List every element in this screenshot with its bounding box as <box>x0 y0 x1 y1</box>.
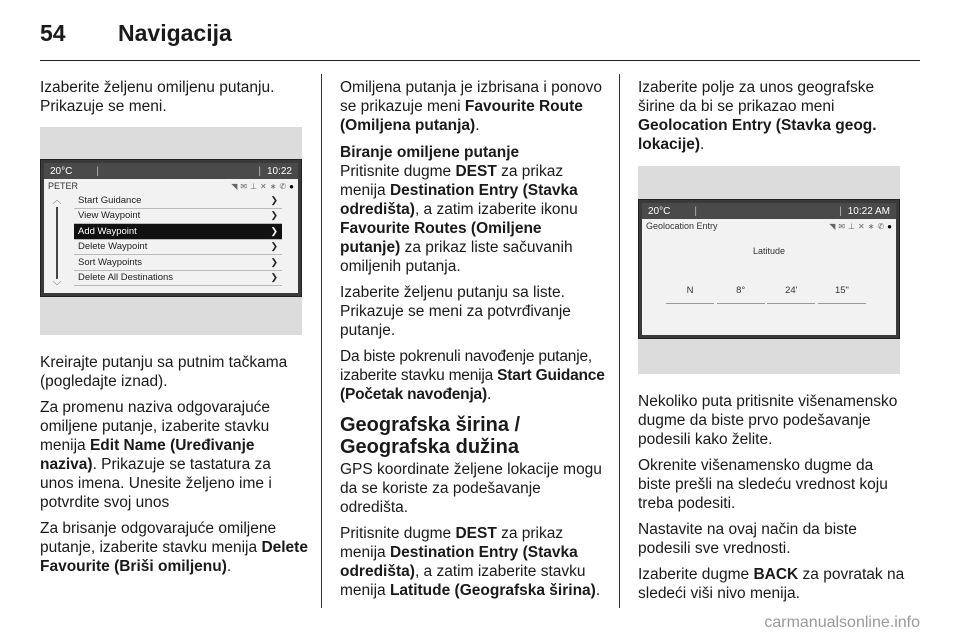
temperature: 20°C <box>50 165 73 177</box>
chevron-right-icon: ❯ <box>270 272 278 283</box>
page-number: 54 <box>40 20 66 46</box>
clock: 10:22 AM <box>847 205 890 217</box>
hemisphere-field[interactable]: N <box>666 281 714 304</box>
breadcrumb: PETER <box>48 180 79 191</box>
paragraph: GPS koordinate željene lokacije mogu da se koriste za podešavanje odredišta. <box>340 461 602 516</box>
paragraph: Izaberite polje za unos geografske širine da bi se prikazao meni Geolocation Entry (Stavka geog. lokacije). <box>638 79 877 153</box>
minutes-field[interactable]: 24' <box>767 281 815 304</box>
paragraph: Izaberite željenu omiljenu putanju. Prikazuje se meni. <box>40 79 275 115</box>
signal-icon: ◥ <box>829 221 836 231</box>
phone-icon: ✆ <box>279 181 287 191</box>
clock: 10:22 <box>266 165 292 177</box>
paragraph: Izaberite željenu putanju sa liste. Prikazuje se meni za potvrđivanje putanje. <box>340 284 571 339</box>
network-icon: ✕ <box>858 221 865 231</box>
separator: | <box>258 165 261 177</box>
menu-item-label: Add Waypoint <box>78 225 137 237</box>
menu-area <box>44 193 298 291</box>
column-3 <box>638 78 908 610</box>
column-2 <box>340 78 606 607</box>
network-icon: ✕ <box>260 181 267 191</box>
chevron-right-icon: ❯ <box>270 210 278 221</box>
paragraph: Izaberite dugme BACK za povratak na sledeći viši nivo menija. <box>638 566 905 602</box>
paragraph: Za brisanje odgovarajuće omiljene putanje, izaberite stavku menija Delete Favourite (Briši omiljenu). <box>40 520 308 575</box>
screenshot-geolocation-entry <box>638 166 900 374</box>
chevron-right-icon: ❯ <box>270 225 278 236</box>
paragraph: Za promenu naziva odgovarajuće omiljene putanje, izaberite stavku menija Edit Name (Uređivanje naziva). Prikazuje se tastatura za unos imena. Unesite željeno ime i potvrdite svoj unos <box>40 399 272 511</box>
subheading: Biranje omiljene putanje <box>340 144 520 161</box>
column-1 <box>40 78 308 583</box>
paragraph: Pritisnite dugme DEST za prikaz menija Destination Entry (Stavka odredišta), a zatim izaberite ikonu Favourite Routes (Omiljene putanje) za prikaz liste sačuvanih omiljenih putanja. <box>340 163 578 275</box>
paragraph: Pritisnite dugme DEST za prikaz menija Destination Entry (Stavka odredišta), a zatim izaberite stavku menija Latitude (Geografska širina). <box>340 525 601 599</box>
screenshot-waypoint-menu <box>40 127 302 335</box>
degrees-field[interactable]: 8° <box>717 281 765 304</box>
waypoint-menu-list <box>74 193 282 286</box>
section-heading: Geografska širina / Geografska dužina <box>340 414 521 458</box>
phone-icon: ✆ <box>877 221 885 231</box>
column-divider <box>321 74 322 608</box>
info-icon: ● <box>289 181 294 191</box>
chevron-up-icon[interactable]: ︿ <box>52 195 62 205</box>
menu-item-label: View Waypoint <box>78 210 141 222</box>
temperature: 20°C <box>648 205 671 217</box>
seconds-field[interactable]: 15" <box>818 281 866 304</box>
paragraph: Omiljena putanja je izbrisana i ponovo se prikazuje meni Favourite Route (Omiljena putanja). <box>340 79 602 134</box>
paragraph: Da biste pokrenuli navođenje putanje, izaberite stavku menija Start Guidance (Početak navođenja). <box>340 348 605 403</box>
display-screen <box>638 199 900 339</box>
column-divider <box>619 74 620 608</box>
menu-item-delete-all-destinations[interactable] <box>74 271 282 287</box>
breadcrumb: Geolocation Entry <box>646 220 718 231</box>
chevron-right-icon: ❯ <box>270 241 278 252</box>
antenna-icon: ⊥ <box>250 181 258 191</box>
info-icon: ● <box>887 221 892 231</box>
separator: | <box>839 205 842 217</box>
display-screen <box>40 159 302 297</box>
menu-item-label: Delete Waypoint <box>78 241 148 253</box>
crumb-row <box>642 219 896 233</box>
page-header <box>40 20 232 50</box>
separator: | <box>694 205 697 217</box>
signal-icon: ◥ <box>231 181 238 191</box>
menu-item-label: Start Guidance <box>78 194 142 206</box>
paragraph: Kreirajte putanju sa putnim tačkama (pogledajte iznad). <box>40 354 288 390</box>
paragraph: Nastavite na ovaj način da biste podesili sve vrednosti. <box>638 521 857 557</box>
paragraph: Okrenite višenamensko dugme da biste prešli na sledeću vrednost koju treba podesiti. <box>638 457 888 512</box>
latitude-fields <box>666 281 866 304</box>
message-icon: ✉ <box>240 181 248 191</box>
watermark: carmanualsonline.info <box>764 614 920 631</box>
menu-item-label: Sort Waypoints <box>78 256 143 268</box>
chevron-down-icon[interactable]: ﹀ <box>52 281 62 291</box>
message-icon: ✉ <box>838 221 846 231</box>
header-rule <box>40 60 920 61</box>
page-title: Navigacija <box>118 20 232 46</box>
menu-item-label: Delete All Destinations <box>78 272 174 284</box>
latitude-label: Latitude <box>752 246 786 256</box>
separator: | <box>96 165 99 177</box>
scrollbar[interactable] <box>50 195 64 291</box>
bluetooth-icon: ∗ <box>269 181 277 191</box>
scroll-track <box>56 207 58 279</box>
chevron-right-icon: ❯ <box>270 194 278 205</box>
chevron-right-icon: ❯ <box>270 256 278 267</box>
status-icons <box>829 217 892 236</box>
bluetooth-icon: ∗ <box>867 221 875 231</box>
antenna-icon: ⊥ <box>848 221 856 231</box>
paragraph: Nekoliko puta pritisnite višenamensko dugme da biste prvo podešavanje podesili kako želite. <box>638 393 898 448</box>
